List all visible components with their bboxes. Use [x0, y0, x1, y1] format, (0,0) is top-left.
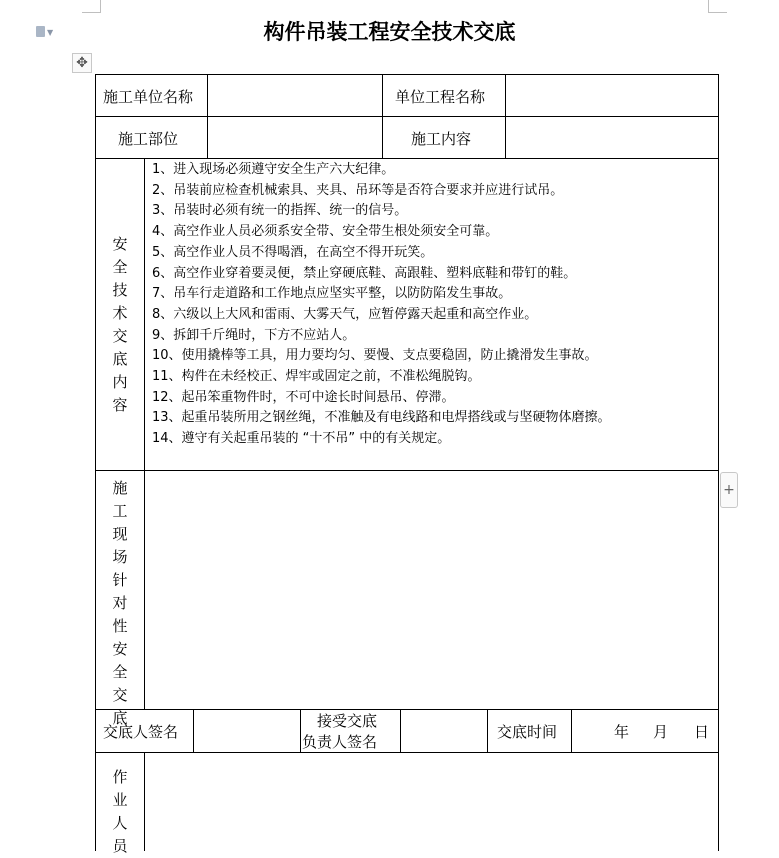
site-specific-label: 施工现场针对性安全交底	[112, 479, 128, 727]
date-year[interactable]: 年	[614, 723, 630, 741]
list-item: 9、拆卸千斤绳时，下方不应站人。	[152, 327, 356, 343]
discloser-signature-label: 交底人签名	[103, 723, 179, 741]
table-move-handle-icon[interactable]: ✥	[72, 53, 92, 73]
list-item: 8、六级以上大风和雷雨、大雾天气，应暂停露天起重和高空作业。	[152, 306, 538, 322]
date-month[interactable]: 月	[653, 723, 669, 741]
project-name-label: 单位工程名称	[395, 88, 486, 106]
page-corner-mark	[82, 0, 101, 13]
receiver-label-line1: 接受交底	[317, 712, 378, 730]
safety-content-label: 安全技术交底内容	[112, 235, 128, 414]
unit-name-cell[interactable]	[212, 86, 377, 108]
list-item: 12、起吊笨重物件时，不可中途长时间悬吊、停滞。	[152, 389, 455, 405]
construction-content-label: 施工内容	[411, 130, 472, 148]
document-icon[interactable]: ▼	[36, 25, 58, 39]
site-specific-cell[interactable]	[150, 476, 710, 702]
add-row-button[interactable]: +	[720, 472, 738, 508]
workers-cell[interactable]	[150, 758, 710, 848]
list-item: 11、构件在未经校正、焊牢或固定之前，不准松绳脱钩。	[152, 369, 481, 385]
date-day[interactable]: 日	[694, 723, 710, 741]
safety-items-list[interactable]	[152, 160, 611, 450]
unit-name-label: 施工单位名称	[103, 88, 194, 106]
disclosure-time-label: 交底时间	[497, 723, 558, 741]
list-item: 7、吊车行走道路和工作地点应坚实平整，以防防陷发生事故。	[152, 286, 512, 302]
construction-part-label: 施工部位	[118, 130, 179, 148]
page-corner-mark	[708, 0, 727, 13]
list-item: 1、进入现场必须遵守安全生产六大纪律。	[152, 162, 395, 177]
list-item: 3、吊装时必须有统一的指挥、统一的信号。	[152, 203, 408, 219]
construction-part-cell[interactable]	[212, 128, 377, 150]
receiver-label-line2: 负责人签名	[302, 733, 378, 751]
receiver-signature-cell[interactable]	[405, 714, 481, 748]
list-item: 6、高空作业穿着要灵便，禁止穿硬底鞋、高跟鞋、塑料底鞋和带钉的鞋。	[152, 265, 577, 281]
list-item: 5、高空作业人员不得喝酒，在高空不得开玩笑。	[152, 244, 434, 260]
workers-label: 作业人员	[112, 768, 128, 855]
list-item: 14、遵守有关起重吊装的 “十不吊” 中的有关规定。	[152, 431, 451, 447]
list-item: 13、起重吊装所用之钢丝绳，不准触及有电线路和电焊搭线或与坚硬物体磨擦。	[152, 410, 611, 426]
discloser-signature-cell[interactable]	[198, 714, 294, 748]
list-item: 2、吊装前应检查机械索具、夹具、吊环等是否符合要求并应进行试吊。	[152, 182, 564, 198]
list-item: 4、高空作业人员必须系安全带、安全带生根处须安全可靠。	[152, 224, 499, 240]
project-name-cell[interactable]	[510, 86, 710, 108]
page-title: 构件吊装工程安全技术交底	[263, 19, 516, 44]
list-item: 10、使用撬棒等工具，用力要均匀、要慢、支点要稳固，防止撬滑发生事故。	[152, 348, 598, 364]
construction-content-cell[interactable]	[510, 128, 710, 150]
